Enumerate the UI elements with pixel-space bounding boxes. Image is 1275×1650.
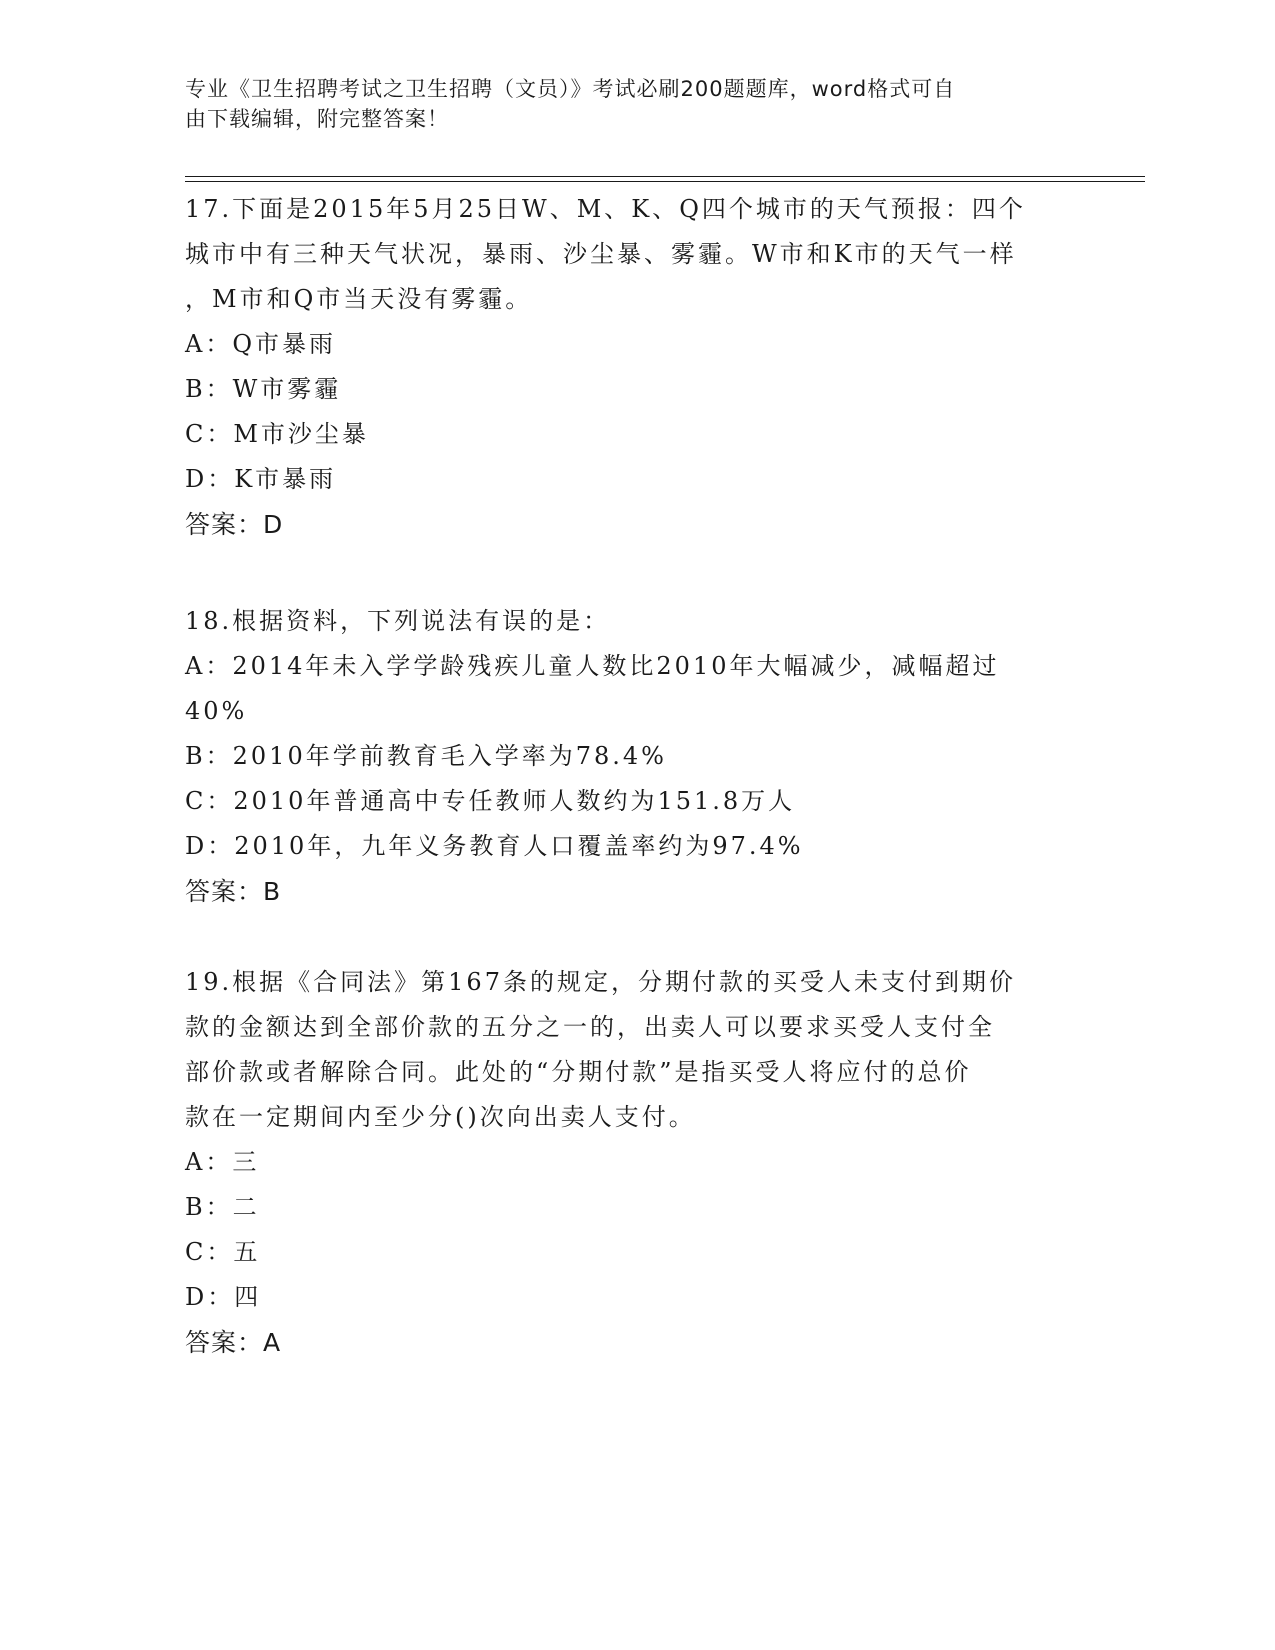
option-a-continued: 40% xyxy=(185,697,248,725)
answer-line: 答案：B xyxy=(185,877,282,906)
question-stem-line: 款的金额达到全部价款的五分之一的，出卖人可以要求买受人支付全 xyxy=(185,1013,995,1041)
question-stem-line: 部价款或者解除合同。此处的“分期付款”是指买受人将应付的总价 xyxy=(185,1058,972,1086)
header-divider-bottom xyxy=(185,181,1145,182)
question-stem-line: 19.根据《合同法》第167条的规定，分期付款的买受人未支付到期价 xyxy=(185,968,1016,996)
document-header xyxy=(185,74,1065,134)
answer-line: 答案：A xyxy=(185,1328,282,1357)
question-18 xyxy=(185,599,1065,914)
option-b: B：2010年学前教育毛入学率为78.4% xyxy=(185,742,667,770)
question-stem-line: ，M市和Q市当天没有雾霾。 xyxy=(185,285,533,313)
question-19 xyxy=(185,960,1065,1365)
option-a: A：三 xyxy=(185,1148,260,1176)
option-a: A：Q市暴雨 xyxy=(185,330,337,358)
answer-line: 答案：D xyxy=(185,510,284,539)
option-b: B：二 xyxy=(185,1193,260,1221)
option-d: D：2010年，九年义务教育人口覆盖率约为97.4% xyxy=(185,832,804,860)
option-b: B：W市雾霾 xyxy=(185,375,342,403)
question-stem-line: 18.根据资料，下列说法有误的是： xyxy=(185,607,611,635)
header-line-2: 由下载编辑，附完整答案！ xyxy=(185,107,449,131)
option-c: C：M市沙尘暴 xyxy=(185,420,369,448)
question-stem-line: 城市中有三种天气状况，暴雨、沙尘暴、雾霾。W市和K市的天气一样 xyxy=(185,240,1017,268)
option-c: C：五 xyxy=(185,1238,261,1266)
option-d: D：四 xyxy=(185,1283,262,1311)
option-c: C：2010年普通高中专任教师人数约为151.8万人 xyxy=(185,787,796,815)
question-stem-line: 款在一定期间内至少分()次向出卖人支付。 xyxy=(185,1103,696,1131)
option-a: A：2014年未入学学龄残疾儿童人数比2010年大幅减少，减幅超过 xyxy=(185,652,1000,680)
header-line-1: 专业《卫生招聘考试之卫生招聘（文员）》考试必刷200题题库，word格式可自 xyxy=(185,77,956,101)
question-17 xyxy=(185,187,1065,547)
header-divider-top xyxy=(185,176,1145,177)
question-stem-line: 17.下面是2015年5月25日W、M、K、Q四个城市的天气预报：四个 xyxy=(185,195,1026,223)
option-d: D：K市暴雨 xyxy=(185,465,337,493)
